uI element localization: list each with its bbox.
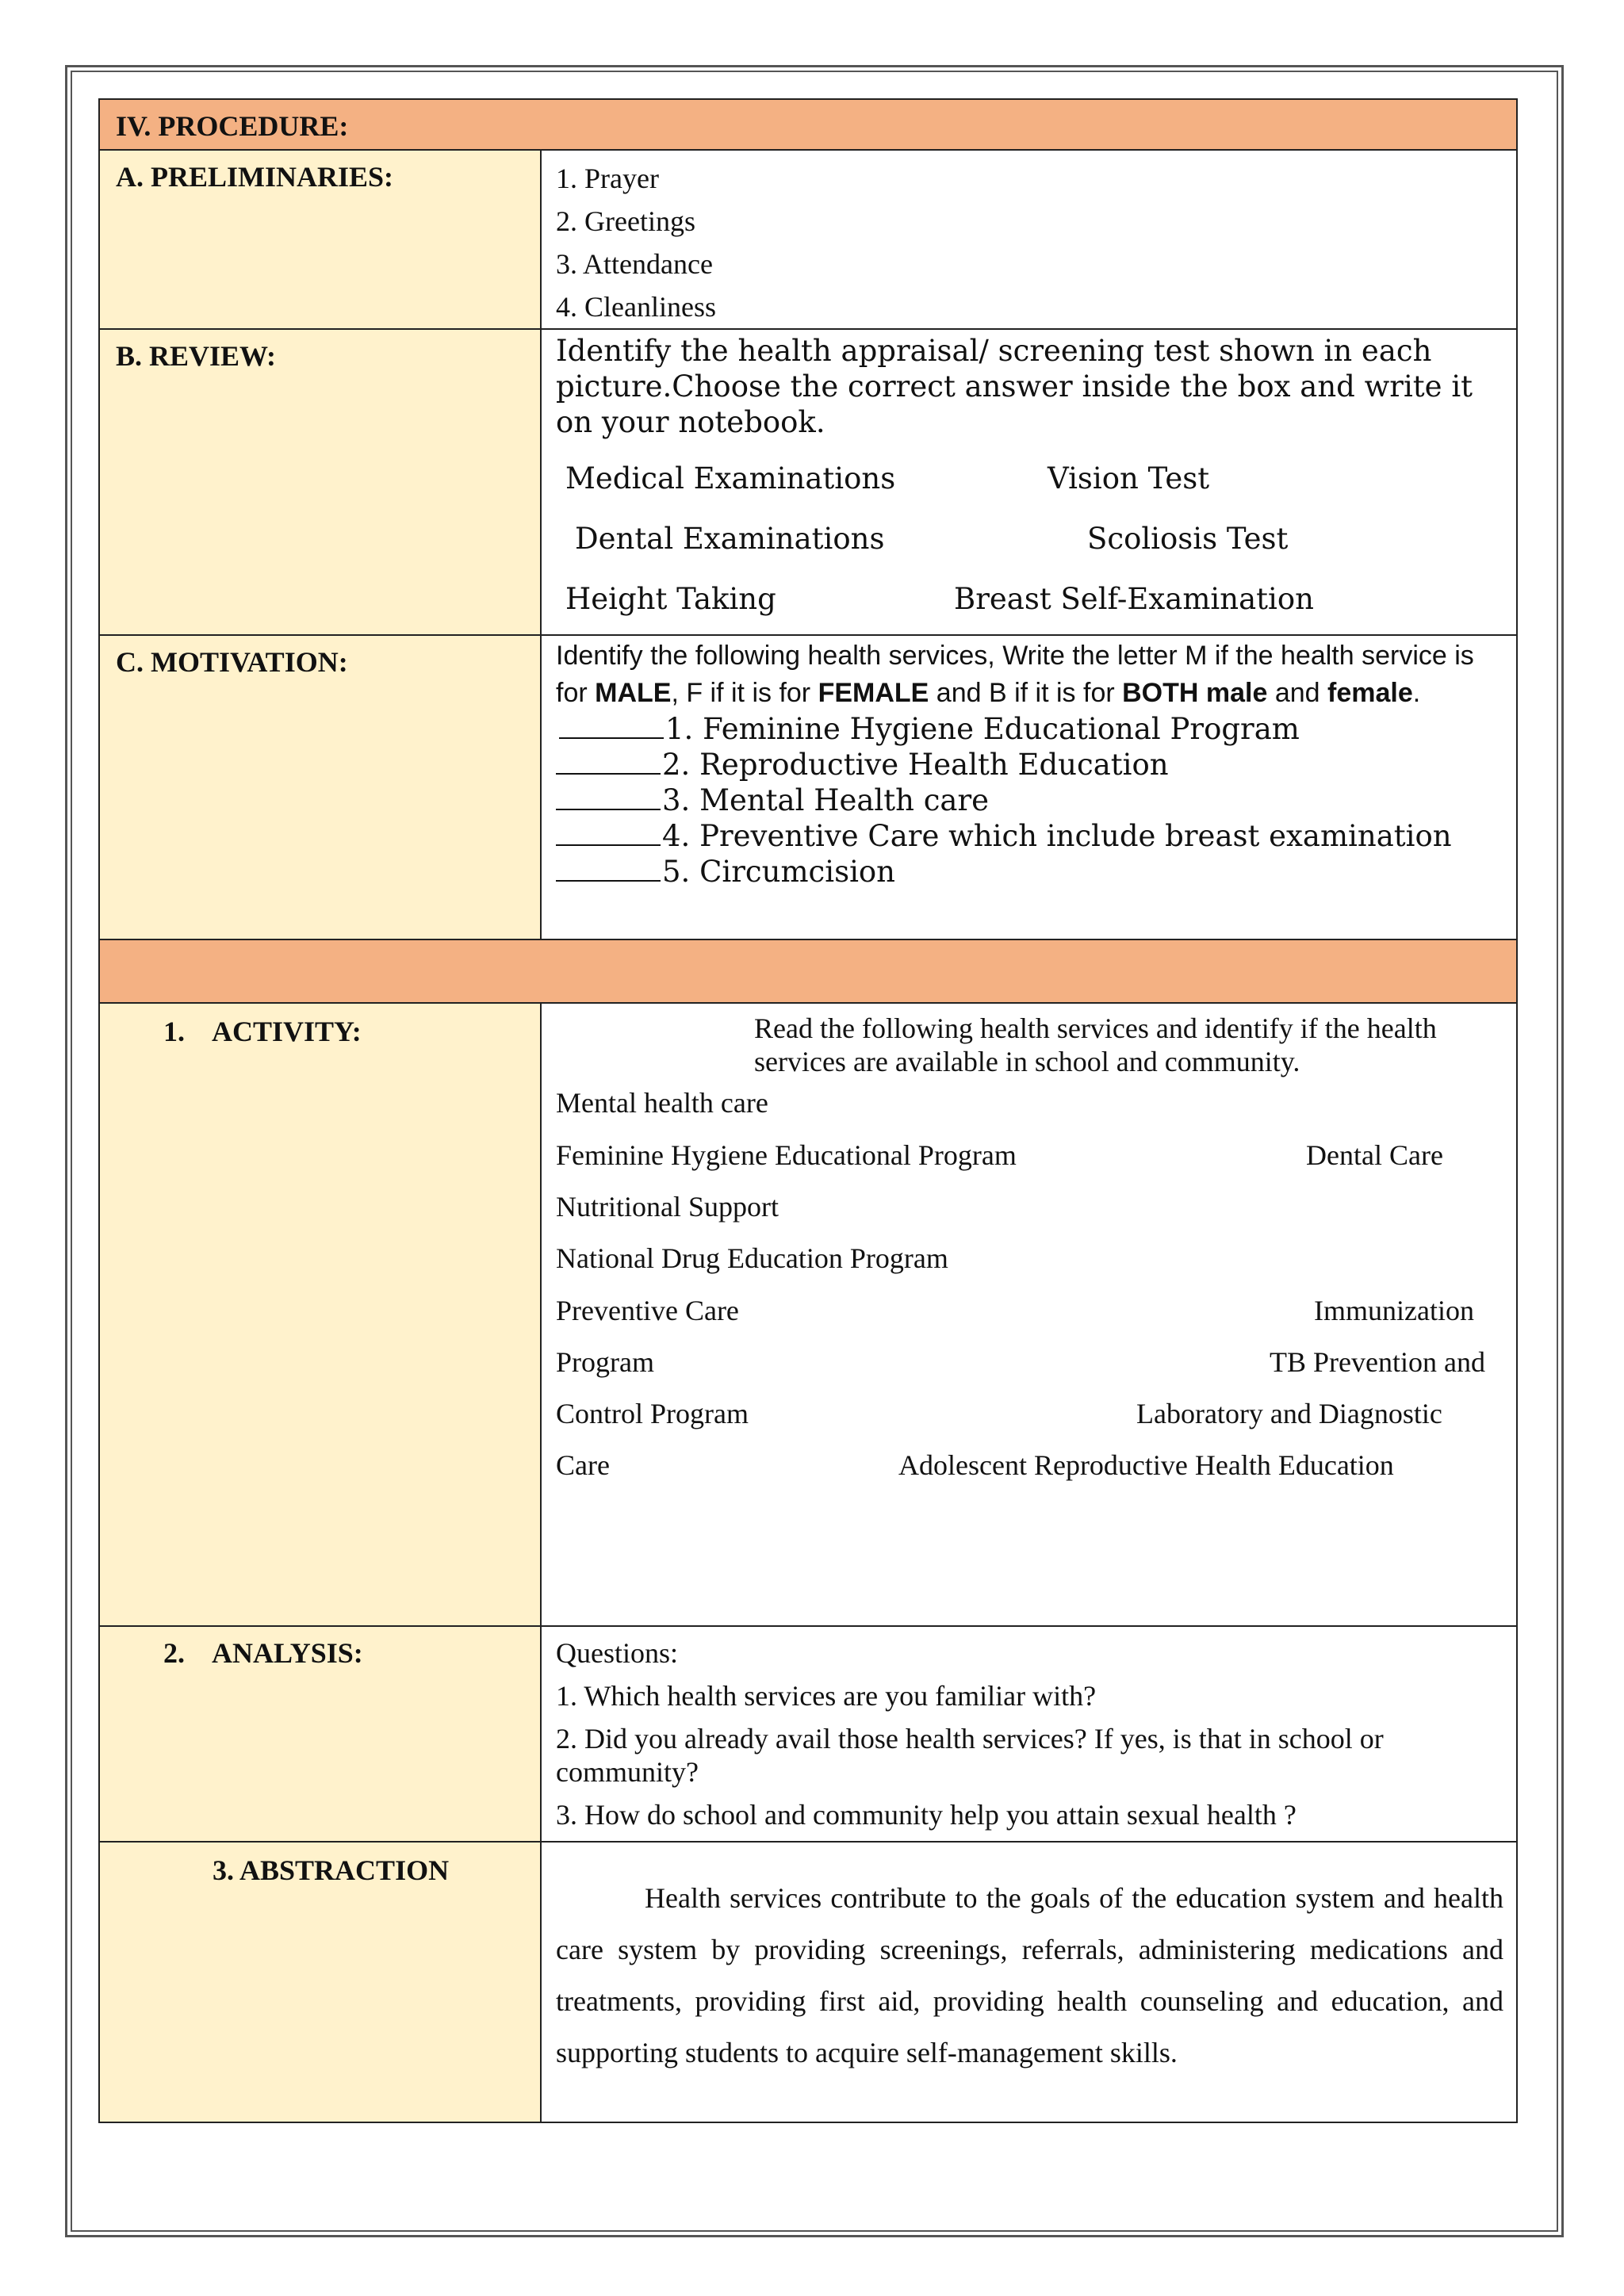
answer-blank[interactable] (556, 785, 661, 810)
abstraction-label: 3. ABSTRACTION (213, 1854, 450, 1886)
activity-item: Immunization (1314, 1295, 1474, 1326)
activity-item: Feminine Hygiene Educational Program (556, 1139, 1017, 1171)
female-lowercase-keyword: female (1327, 678, 1413, 708)
male-keyword: MALE (595, 678, 672, 708)
preliminaries-content-cell (542, 151, 1516, 328)
activity-instructions: Read the following health services and identify if the health (754, 1012, 1437, 1044)
activity-label: 1. ACTIVITY: (163, 1016, 362, 1047)
review-row (98, 330, 1518, 636)
activity-item: Dental Care (1306, 1139, 1443, 1171)
motivation-instr-text: Identify the following health services, Write the letter M if the health service is for (556, 641, 1474, 708)
analysis-heading: Questions: (556, 1637, 679, 1669)
both-male-keyword: BOTH male (1122, 678, 1268, 708)
motivation-item: 2. Reproductive Health Education (556, 748, 1169, 782)
motivation-label: C. MOTIVATION: (116, 646, 348, 678)
preliminaries-item: 1. Prayer (556, 163, 659, 194)
motivation-item: 5. Circumcision (556, 855, 895, 889)
activity-item: Mental health care (556, 1087, 768, 1119)
review-instructions: Identify the health appraisal/ screening test shown in each picture.Choose the correct answer inside the box and write it on your notebook. (556, 334, 1473, 439)
activity-item: Preventive Care (556, 1295, 739, 1326)
motivation-instr-text: , F if it is for (671, 678, 818, 708)
motivation-content-cell (542, 636, 1516, 939)
motivation-item: 3. Mental Health care (556, 783, 989, 817)
preliminaries-item: 4. Cleanliness (556, 291, 716, 323)
motivation-instr-text: . (1412, 678, 1421, 708)
activity-item: TB Prevention and (1270, 1346, 1485, 1378)
preliminaries-item: 2. Greetings (556, 205, 695, 237)
motivation-label-cell (100, 636, 542, 939)
activity-content-cell (542, 1004, 1516, 1625)
analysis-label-cell (100, 1627, 542, 1841)
analysis-question: 1. Which health services are you familiar with? (556, 1680, 1097, 1712)
procedure-header: IV. PROCEDURE: (116, 110, 349, 142)
motivation-item: 4. Preventive Care which include breast examination (556, 819, 1452, 853)
analysis-content-cell (542, 1627, 1516, 1841)
preliminaries-item: 3. Attendance (556, 248, 713, 280)
preliminaries-label: A. PRELIMINARIES: (116, 161, 394, 193)
review-choice: Height Taking (565, 582, 776, 616)
motivation-item: 1. Feminine Hygiene Educational Program (559, 712, 1300, 746)
answer-blank[interactable] (556, 821, 661, 846)
activity-item: National Drug Education Program (556, 1242, 948, 1274)
answer-blank[interactable] (556, 856, 661, 882)
review-content-cell (542, 330, 1516, 634)
review-label-cell (100, 330, 542, 634)
abstraction-paragraph: Health services contribute to the goals of the education system and health care system by providing screenings, referrals, administering medications and treatments, providing first aid, providing health counseling and education, and supporting students to acquire self-management skills. (556, 1882, 1503, 2068)
motivation-instr-text: and B if it is for (929, 678, 1123, 708)
review-choice: Medical Examinations (565, 461, 896, 496)
motivation-instr-text: and (1267, 678, 1328, 708)
review-choice: Dental Examinations (575, 522, 885, 556)
review-label: B. REVIEW: (116, 340, 277, 372)
motivation-row (98, 636, 1518, 940)
analysis-question: 2. Did you already avail those health services? If yes, is that in school or (556, 1723, 1384, 1755)
procedure-table (98, 98, 1518, 2123)
activity-item: Care (556, 1449, 610, 1481)
activity-item: Nutritional Support (556, 1191, 779, 1223)
preliminaries-label-cell (100, 151, 542, 328)
analysis-row (98, 1627, 1518, 1843)
motivation-instructions (556, 637, 1507, 712)
review-choice: Breast Self-Examination (954, 582, 1314, 616)
answer-blank[interactable] (559, 714, 664, 739)
review-choice: Vision Test (1048, 461, 1210, 496)
analysis-label: 2. ANALYSIS: (163, 1637, 363, 1669)
section-divider-band (98, 940, 1518, 1004)
abstraction-row (98, 1843, 1518, 2123)
female-keyword: FEMALE (818, 678, 929, 708)
activity-row (98, 1004, 1518, 1627)
preliminaries-row (98, 151, 1518, 330)
abstraction-label-cell (100, 1843, 542, 2122)
activity-item: Program (556, 1346, 654, 1378)
activity-label-cell (100, 1004, 542, 1625)
activity-item: Adolescent Reproductive Health Education (898, 1449, 1394, 1481)
activity-item: Laboratory and Diagnostic (1136, 1398, 1442, 1429)
review-choice: Scoliosis Test (1087, 522, 1289, 556)
answer-blank[interactable] (556, 749, 661, 775)
abstraction-content-cell (542, 1843, 1516, 2122)
analysis-question: community? (556, 1756, 699, 1788)
activity-instructions: services are available in school and community. (754, 1046, 1300, 1077)
activity-item: Control Program (556, 1398, 749, 1429)
procedure-header-row (98, 98, 1518, 151)
analysis-question: 3. How do school and community help you attain sexual health ? (556, 1799, 1297, 1831)
